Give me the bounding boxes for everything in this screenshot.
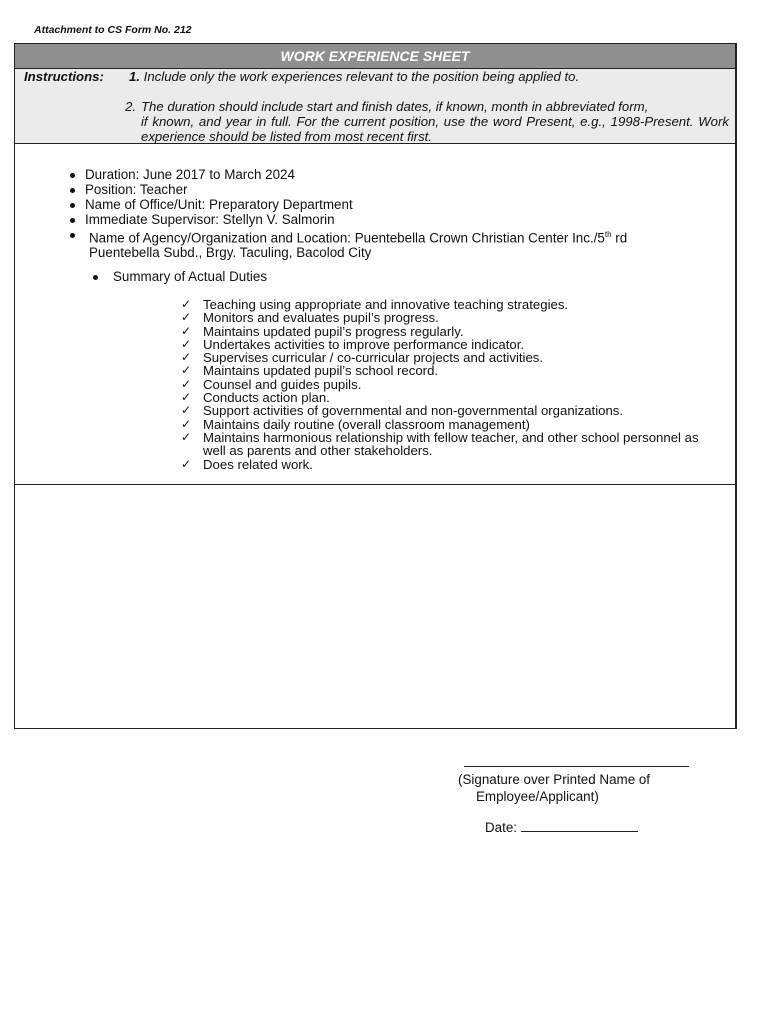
instruction-item-2 bbox=[125, 99, 729, 144]
form-title: WORK EXPERIENCE SHEET bbox=[15, 44, 735, 69]
duty-item bbox=[181, 458, 711, 471]
duty-text: Teaching using appropriate and innovative teaching strategies. bbox=[203, 297, 569, 312]
instruction-item-1 bbox=[129, 69, 579, 84]
duty-text: Maintains updated pupil’s school record. bbox=[203, 363, 439, 379]
duty-text: Undertakes activities to improve performance indicator. bbox=[203, 336, 525, 352]
checkmark-icon: ✓ bbox=[181, 403, 192, 418]
duties-list bbox=[181, 298, 711, 471]
signature-caption-line1: (Signature over Printed Name of bbox=[458, 772, 651, 787]
duration-item: Duration: June 2017 to March 2024 bbox=[65, 167, 627, 182]
duty-text: Monitors and evaluates pupil’s progress. bbox=[203, 310, 439, 326]
duty-item bbox=[181, 378, 711, 391]
date-blank-line bbox=[521, 819, 638, 832]
checkmark-icon: ✓ bbox=[181, 323, 192, 338]
instruction-1-number: 1. bbox=[129, 69, 140, 84]
duty-text: Maintains updated pupil’s progress regularly. bbox=[203, 323, 464, 339]
date-label: Date: bbox=[485, 820, 518, 835]
duty-text: Maintains harmonious relationship with fellow teacher, and other school personnel as well as parents and other stakeholders. bbox=[203, 429, 699, 459]
duty-item bbox=[181, 391, 711, 404]
checkmark-icon: ✓ bbox=[181, 297, 192, 311]
instruction-2-number: 2. bbox=[125, 99, 136, 114]
checkmark-icon: ✓ bbox=[181, 310, 192, 325]
checkmark-icon: ✓ bbox=[181, 376, 192, 391]
checkmark-icon: ✓ bbox=[181, 390, 192, 405]
duty-text: Conducts action plan. bbox=[203, 390, 330, 406]
summary-of-duties-label: Summary of Actual Duties bbox=[89, 269, 267, 284]
entry-details-list bbox=[65, 167, 627, 260]
agency-line1-end: rd bbox=[611, 230, 628, 246]
agency-item bbox=[65, 227, 627, 260]
duty-item bbox=[181, 404, 711, 417]
attachment-label: Attachment to CS Form No. 212 bbox=[34, 24, 192, 36]
duty-item bbox=[181, 338, 711, 351]
checkmark-icon: ✓ bbox=[181, 456, 192, 471]
work-experience-form bbox=[14, 43, 737, 729]
duty-item bbox=[181, 298, 711, 311]
position-item: Position: Teacher bbox=[65, 182, 627, 197]
checkmark-icon: ✓ bbox=[181, 416, 192, 431]
date-row bbox=[485, 819, 638, 835]
supervisor-item: Immediate Supervisor: Stellyn V. Salmorin bbox=[65, 212, 627, 227]
signature-caption-line2: Employee/Applicant) bbox=[476, 789, 599, 804]
office-item: Name of Office/Unit: Preparatory Department bbox=[65, 197, 627, 212]
checkmark-icon: ✓ bbox=[181, 336, 192, 351]
duty-item bbox=[181, 364, 711, 377]
duty-item bbox=[181, 431, 711, 458]
work-experience-entry bbox=[15, 144, 735, 485]
duty-item bbox=[181, 351, 711, 364]
instructions-label: Instructions: bbox=[24, 69, 104, 84]
instructions-section bbox=[15, 69, 735, 144]
duty-text: Counsel and guides pupils. bbox=[203, 376, 362, 392]
duty-text: Support activities of governmental and non-governmental organizations. bbox=[203, 403, 624, 419]
checkmark-icon: ✓ bbox=[181, 429, 192, 444]
signature-line bbox=[464, 766, 689, 767]
duty-text: Supervises curricular / co-curricular projects and activities. bbox=[203, 350, 544, 366]
agency-superscript: th bbox=[604, 230, 612, 239]
instruction-2-continued: if known, and year in full. For the current position, use the word Present, e.g., 1998-Present. Work experience should be listed from most recent first. bbox=[141, 114, 729, 144]
signature-caption bbox=[458, 771, 650, 805]
duty-text: Maintains daily routine (overall classroom management) bbox=[203, 416, 530, 432]
duty-item bbox=[181, 311, 711, 324]
checkmark-icon: ✓ bbox=[181, 363, 192, 378]
checkmark-icon: ✓ bbox=[181, 350, 192, 365]
agency-line2: Puentebella Subd., Brgy. Taculing, Bacolod City bbox=[89, 245, 372, 261]
duty-text: Does related work. bbox=[203, 456, 313, 472]
agency-line1: Name of Agency/Organization and Location: Puentebella Crown Christian Center Inc./5 bbox=[89, 230, 605, 246]
instruction-1-text: Include only the work experiences relevant to the position being applied to. bbox=[143, 69, 580, 84]
duty-item bbox=[181, 418, 711, 431]
duty-item bbox=[181, 325, 711, 338]
instruction-2-line1: The duration should include start and finish dates, if known, month in abbreviated form, bbox=[141, 99, 649, 114]
